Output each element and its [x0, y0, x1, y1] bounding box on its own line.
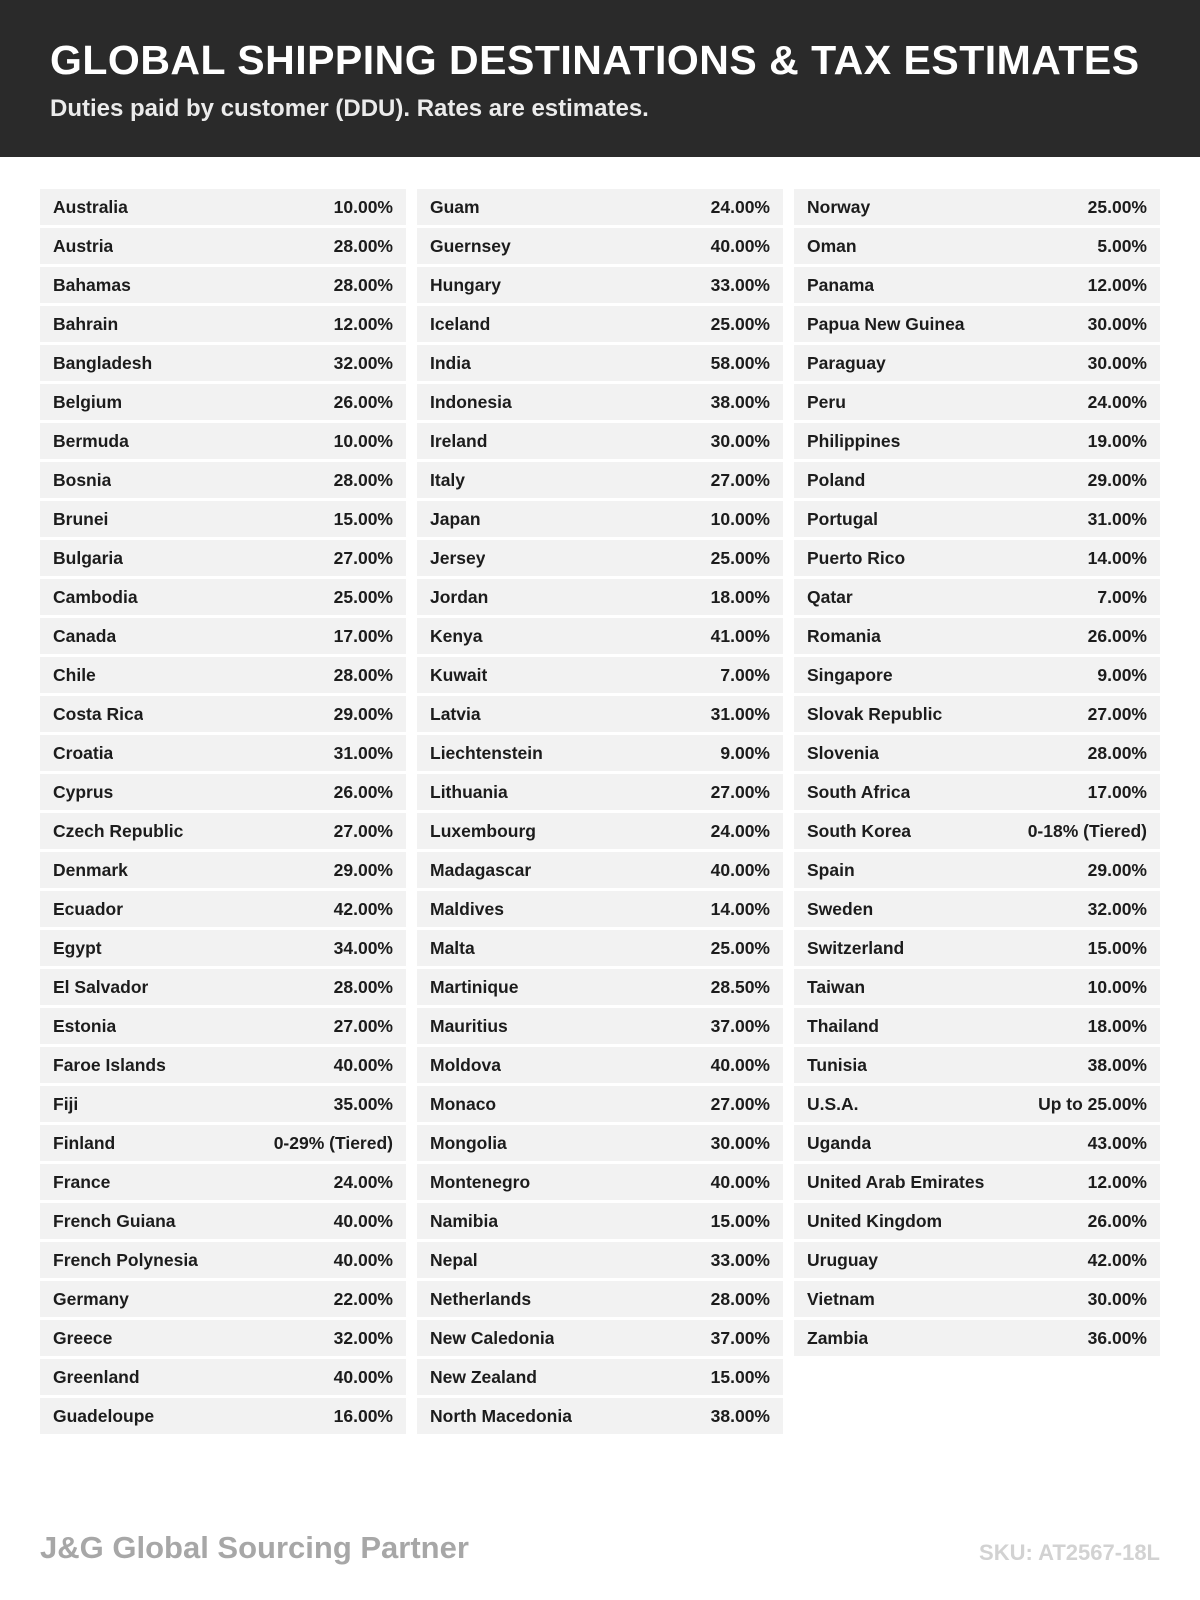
country-name: Ireland [430, 430, 488, 451]
tax-rate: 30.00% [1087, 1288, 1147, 1309]
table-row [40, 813, 406, 849]
table-row [794, 462, 1160, 498]
tax-rate: 27.00% [710, 781, 770, 802]
country-name: Nepal [430, 1249, 478, 1270]
table-row [40, 384, 406, 420]
table-row [794, 774, 1160, 810]
table-row [794, 735, 1160, 771]
table-row [417, 1281, 783, 1317]
country-name: Panama [807, 274, 875, 295]
country-name: Luxembourg [430, 820, 536, 841]
brand-name: J&G Global Sourcing Partner [40, 1530, 469, 1565]
table-row [417, 189, 783, 225]
table-row [794, 189, 1160, 225]
table-row [40, 696, 406, 732]
tax-rate: 22.00% [333, 1288, 393, 1309]
tax-rate: 18.00% [710, 586, 770, 607]
country-name: Romania [807, 625, 881, 646]
country-name: Lithuania [430, 781, 508, 802]
country-name: North Macedonia [430, 1405, 572, 1426]
country-name: French Polynesia [53, 1249, 198, 1270]
tax-rate: 26.00% [1087, 625, 1147, 646]
tax-rate: 27.00% [333, 1015, 393, 1036]
tax-rate: 18.00% [1087, 1015, 1147, 1036]
country-name: United Kingdom [807, 1210, 943, 1231]
table-row [417, 1359, 783, 1395]
country-name: Liechtenstein [430, 742, 543, 763]
country-name: Ecuador [53, 898, 124, 919]
tax-rate: 40.00% [710, 859, 770, 880]
country-name: Brunei [53, 508, 109, 529]
country-name: Denmark [53, 859, 128, 880]
country-name: Thailand [807, 1015, 879, 1036]
country-name: Papua New Guinea [807, 313, 965, 334]
tax-rate: Up to 25.00% [1038, 1093, 1147, 1114]
tax-rate: 27.00% [710, 469, 770, 490]
table-row [794, 852, 1160, 888]
country-name: Estonia [53, 1015, 117, 1036]
tax-rate: 30.00% [710, 1132, 770, 1153]
country-name: U.S.A. [807, 1093, 859, 1114]
country-name: Martinique [430, 976, 519, 997]
country-name: Mongolia [430, 1132, 507, 1153]
country-name: Peru [807, 391, 846, 412]
country-name: Belgium [53, 391, 123, 412]
country-name: South Korea [807, 820, 912, 841]
tax-rate: 25.00% [710, 547, 770, 568]
tax-rate: 12.00% [1087, 274, 1147, 295]
country-name: Hungary [430, 274, 501, 295]
tax-rate: 31.00% [1087, 508, 1147, 529]
table-row [40, 1125, 406, 1161]
tax-rate: 34.00% [333, 937, 393, 958]
tax-rate: 30.00% [710, 430, 770, 451]
table-row [40, 1203, 406, 1239]
tax-rate: 25.00% [710, 937, 770, 958]
table-row [794, 657, 1160, 693]
tax-rate: 31.00% [333, 742, 393, 763]
table-row [794, 423, 1160, 459]
tax-rate: 24.00% [1087, 391, 1147, 412]
page-title: GLOBAL SHIPPING DESTINATIONS & TAX ESTIMATES [50, 37, 1140, 83]
tax-rate: 7.00% [1097, 586, 1147, 607]
table-row [417, 1125, 783, 1161]
table-row [417, 540, 783, 576]
country-name: Cambodia [53, 586, 138, 607]
table-row [40, 1008, 406, 1044]
country-name: Uganda [807, 1132, 872, 1153]
country-name: France [53, 1171, 111, 1192]
tax-rate: 28.00% [333, 976, 393, 997]
country-name: Bosnia [53, 469, 112, 490]
country-name: El Salvador [53, 976, 149, 997]
table-row [794, 345, 1160, 381]
tax-rate: 28.00% [333, 274, 393, 295]
tax-rate: 38.00% [710, 1405, 770, 1426]
table-row [417, 696, 783, 732]
country-name: Philippines [807, 430, 901, 451]
country-name: Slovenia [807, 742, 879, 763]
country-name: Italy [430, 469, 466, 490]
table-row [794, 1047, 1160, 1083]
table-row [40, 228, 406, 264]
table-row [40, 1086, 406, 1122]
tax-rate: 10.00% [710, 508, 770, 529]
table-row [40, 1047, 406, 1083]
table-row [40, 1320, 406, 1356]
table-row [417, 1164, 783, 1200]
table-row [40, 423, 406, 459]
country-name: United Arab Emirates [807, 1171, 985, 1192]
tax-rate: 40.00% [333, 1054, 393, 1075]
tax-rate: 38.00% [710, 391, 770, 412]
tax-rate: 27.00% [710, 1093, 770, 1114]
country-name: Mauritius [430, 1015, 508, 1036]
country-name: Kenya [430, 625, 483, 646]
tax-rate: 12.00% [333, 313, 393, 334]
tax-rate: 0-29% (Tiered) [273, 1132, 393, 1153]
sku-label: SKU: AT2567-18L [979, 1540, 1160, 1565]
country-name: Australia [53, 196, 128, 217]
table-row [417, 813, 783, 849]
country-name: Germany [53, 1288, 129, 1309]
tax-rate: 25.00% [333, 586, 393, 607]
country-name: Uruguay [807, 1249, 878, 1270]
tax-rate: 7.00% [720, 664, 770, 685]
country-name: Austria [53, 235, 114, 256]
rates-column [40, 189, 406, 1437]
country-name: Bermuda [53, 430, 129, 451]
country-name: Greece [53, 1327, 113, 1348]
tax-rate: 25.00% [1087, 196, 1147, 217]
country-name: Jordan [430, 586, 489, 607]
table-row [794, 267, 1160, 303]
table-row [794, 540, 1160, 576]
tax-rate: 0-18% (Tiered) [1027, 820, 1147, 841]
tax-rate: 10.00% [1087, 976, 1147, 997]
tax-rate: 15.00% [1087, 937, 1147, 958]
tax-rate: 33.00% [710, 274, 770, 295]
table-row [794, 618, 1160, 654]
tax-rate: 28.00% [710, 1288, 770, 1309]
tax-rate: 26.00% [1087, 1210, 1147, 1231]
tax-rate: 26.00% [333, 781, 393, 802]
table-row [417, 774, 783, 810]
country-name: Greenland [53, 1366, 140, 1387]
country-name: Iceland [430, 313, 491, 334]
table-row [794, 1281, 1160, 1317]
table-row [417, 579, 783, 615]
table-row [417, 423, 783, 459]
table-row [794, 813, 1160, 849]
table-row [417, 657, 783, 693]
country-name: Tunisia [807, 1054, 867, 1075]
table-row [794, 930, 1160, 966]
country-name: Egypt [53, 937, 102, 958]
tax-rate: 14.00% [710, 898, 770, 919]
country-name: Bahamas [53, 274, 131, 295]
country-name: Spain [807, 859, 855, 880]
page-footer [40, 1530, 1160, 1566]
tax-rate: 33.00% [710, 1249, 770, 1270]
table-row [417, 930, 783, 966]
tax-rate: 40.00% [710, 1054, 770, 1075]
table-row [794, 969, 1160, 1005]
table-row [794, 384, 1160, 420]
page-subtitle: Duties paid by customer (DDU). Rates are estimates. [50, 95, 649, 123]
tax-rate: 29.00% [1087, 469, 1147, 490]
tax-rate: 28.00% [333, 469, 393, 490]
tax-rate: 27.00% [333, 547, 393, 568]
country-name: Puerto Rico [807, 547, 906, 568]
table-row [794, 1086, 1160, 1122]
tax-rate: 37.00% [710, 1327, 770, 1348]
country-name: Vietnam [807, 1288, 875, 1309]
table-row [417, 345, 783, 381]
country-name: Chile [53, 664, 96, 685]
table-row [794, 228, 1160, 264]
country-name: Guadeloupe [53, 1405, 155, 1426]
tax-rate: 58.00% [710, 352, 770, 373]
tax-rate: 24.00% [333, 1171, 393, 1192]
table-row [417, 735, 783, 771]
tax-rate: 14.00% [1087, 547, 1147, 568]
country-name: Slovak Republic [807, 703, 943, 724]
tax-rate: 5.00% [1097, 235, 1147, 256]
country-name: Namibia [430, 1210, 499, 1231]
country-name: Latvia [430, 703, 481, 724]
tax-rate: 10.00% [333, 430, 393, 451]
tax-rate: 9.00% [720, 742, 770, 763]
country-name: Croatia [53, 742, 114, 763]
country-name: Sweden [807, 898, 874, 919]
table-row [40, 540, 406, 576]
tax-rate: 15.00% [710, 1366, 770, 1387]
tax-rate: 19.00% [1087, 430, 1147, 451]
tax-rate: 32.00% [333, 1327, 393, 1348]
table-row [417, 1320, 783, 1356]
country-name: Kuwait [430, 664, 488, 685]
tax-rate: 40.00% [710, 235, 770, 256]
country-name: French Guiana [53, 1210, 176, 1231]
tax-rate: 29.00% [1087, 859, 1147, 880]
tax-rate: 41.00% [710, 625, 770, 646]
country-name: Bahrain [53, 313, 119, 334]
page-header [0, 0, 1200, 157]
country-name: Guernsey [430, 235, 511, 256]
country-name: Montenegro [430, 1171, 531, 1192]
table-row [40, 1398, 406, 1434]
table-row [794, 891, 1160, 927]
country-name: Paraguay [807, 352, 886, 373]
country-name: Netherlands [430, 1288, 532, 1309]
table-row [40, 657, 406, 693]
country-name: Malta [430, 937, 475, 958]
table-row [417, 891, 783, 927]
tax-rate: 40.00% [333, 1366, 393, 1387]
rates-table [0, 157, 1200, 1437]
tax-rate: 30.00% [1087, 352, 1147, 373]
table-row [40, 930, 406, 966]
tax-rate: 17.00% [333, 625, 393, 646]
tax-rate: 40.00% [710, 1171, 770, 1192]
table-row [794, 501, 1160, 537]
tax-rate: 15.00% [710, 1210, 770, 1231]
table-row [417, 1203, 783, 1239]
tax-rate: 25.00% [710, 313, 770, 334]
table-row [794, 1203, 1160, 1239]
country-name: Zambia [807, 1327, 869, 1348]
country-name: India [430, 352, 471, 373]
table-row [417, 228, 783, 264]
tax-rate: 12.00% [1087, 1171, 1147, 1192]
country-name: Guam [430, 196, 480, 217]
table-row [417, 1086, 783, 1122]
tax-rate: 9.00% [1097, 664, 1147, 685]
table-row [40, 735, 406, 771]
table-row [40, 462, 406, 498]
country-name: Japan [430, 508, 481, 529]
country-name: Czech Republic [53, 820, 184, 841]
table-row [417, 1398, 783, 1434]
country-name: Bangladesh [53, 352, 153, 373]
country-name: Portugal [807, 508, 878, 529]
table-row [40, 1164, 406, 1200]
table-row [40, 501, 406, 537]
country-name: New Zealand [430, 1366, 537, 1387]
tax-rate: 38.00% [1087, 1054, 1147, 1075]
country-name: Fiji [53, 1093, 79, 1114]
table-row [417, 852, 783, 888]
table-row [40, 618, 406, 654]
table-row [40, 306, 406, 342]
country-name: Jersey [430, 547, 486, 568]
table-row [40, 969, 406, 1005]
table-row [794, 1164, 1160, 1200]
table-row [40, 189, 406, 225]
tax-rate: 24.00% [710, 196, 770, 217]
table-row [794, 696, 1160, 732]
tax-rate: 37.00% [710, 1015, 770, 1036]
tax-rate: 10.00% [333, 196, 393, 217]
tax-rate: 40.00% [333, 1249, 393, 1270]
tax-rate: 17.00% [1087, 781, 1147, 802]
tax-rate: 15.00% [333, 508, 393, 529]
table-row [794, 1242, 1160, 1278]
country-name: Oman [807, 235, 857, 256]
table-row [794, 1125, 1160, 1161]
table-row [40, 1281, 406, 1317]
country-name: Costa Rica [53, 703, 144, 724]
country-name: Norway [807, 196, 871, 217]
tax-rate: 28.50% [710, 976, 770, 997]
table-row [40, 1359, 406, 1395]
tax-rate: 32.00% [1087, 898, 1147, 919]
country-name: Singapore [807, 664, 893, 685]
country-name: New Caledonia [430, 1327, 555, 1348]
tax-rate: 27.00% [333, 820, 393, 841]
country-name: Indonesia [430, 391, 512, 412]
tax-rate: 31.00% [710, 703, 770, 724]
table-row [417, 462, 783, 498]
country-name: South Africa [807, 781, 911, 802]
country-name: Taiwan [807, 976, 866, 997]
country-name: Faroe Islands [53, 1054, 166, 1075]
tax-rate: 40.00% [333, 1210, 393, 1231]
table-row [417, 969, 783, 1005]
tax-rate: 32.00% [333, 352, 393, 373]
tax-rate: 28.00% [333, 235, 393, 256]
country-name: Bulgaria [53, 547, 124, 568]
country-name: Maldives [430, 898, 504, 919]
table-row [794, 579, 1160, 615]
table-row [40, 579, 406, 615]
tax-rate: 42.00% [1087, 1249, 1147, 1270]
country-name: Poland [807, 469, 866, 490]
table-row [794, 1008, 1160, 1044]
country-name: Switzerland [807, 937, 905, 958]
country-name: Canada [53, 625, 117, 646]
table-row [40, 1242, 406, 1278]
tax-rate: 26.00% [333, 391, 393, 412]
table-row [417, 384, 783, 420]
rates-column [794, 189, 1160, 1359]
table-row [417, 501, 783, 537]
table-row [417, 618, 783, 654]
tax-rate: 36.00% [1087, 1327, 1147, 1348]
country-name: Monaco [430, 1093, 497, 1114]
table-row [794, 306, 1160, 342]
table-row [417, 306, 783, 342]
tax-rate: 35.00% [333, 1093, 393, 1114]
tax-rate: 28.00% [1087, 742, 1147, 763]
tax-rate: 28.00% [333, 664, 393, 685]
table-row [40, 852, 406, 888]
country-name: Cyprus [53, 781, 114, 802]
country-name: Madagascar [430, 859, 532, 880]
country-name: Finland [53, 1132, 116, 1153]
table-row [40, 774, 406, 810]
country-name: Qatar [807, 586, 853, 607]
table-row [417, 1242, 783, 1278]
table-row [417, 1047, 783, 1083]
tax-rate: 16.00% [333, 1405, 393, 1426]
tax-rate: 29.00% [333, 703, 393, 724]
table-row [417, 1008, 783, 1044]
table-row [794, 1320, 1160, 1356]
country-name: Moldova [430, 1054, 501, 1075]
rates-column [417, 189, 783, 1437]
table-row [417, 267, 783, 303]
tax-rate: 30.00% [1087, 313, 1147, 334]
table-row [40, 891, 406, 927]
tax-rate: 29.00% [333, 859, 393, 880]
table-row [40, 267, 406, 303]
tax-rate: 24.00% [710, 820, 770, 841]
table-row [40, 345, 406, 381]
tax-rate: 27.00% [1087, 703, 1147, 724]
tax-rate: 42.00% [333, 898, 393, 919]
tax-rate: 43.00% [1087, 1132, 1147, 1153]
